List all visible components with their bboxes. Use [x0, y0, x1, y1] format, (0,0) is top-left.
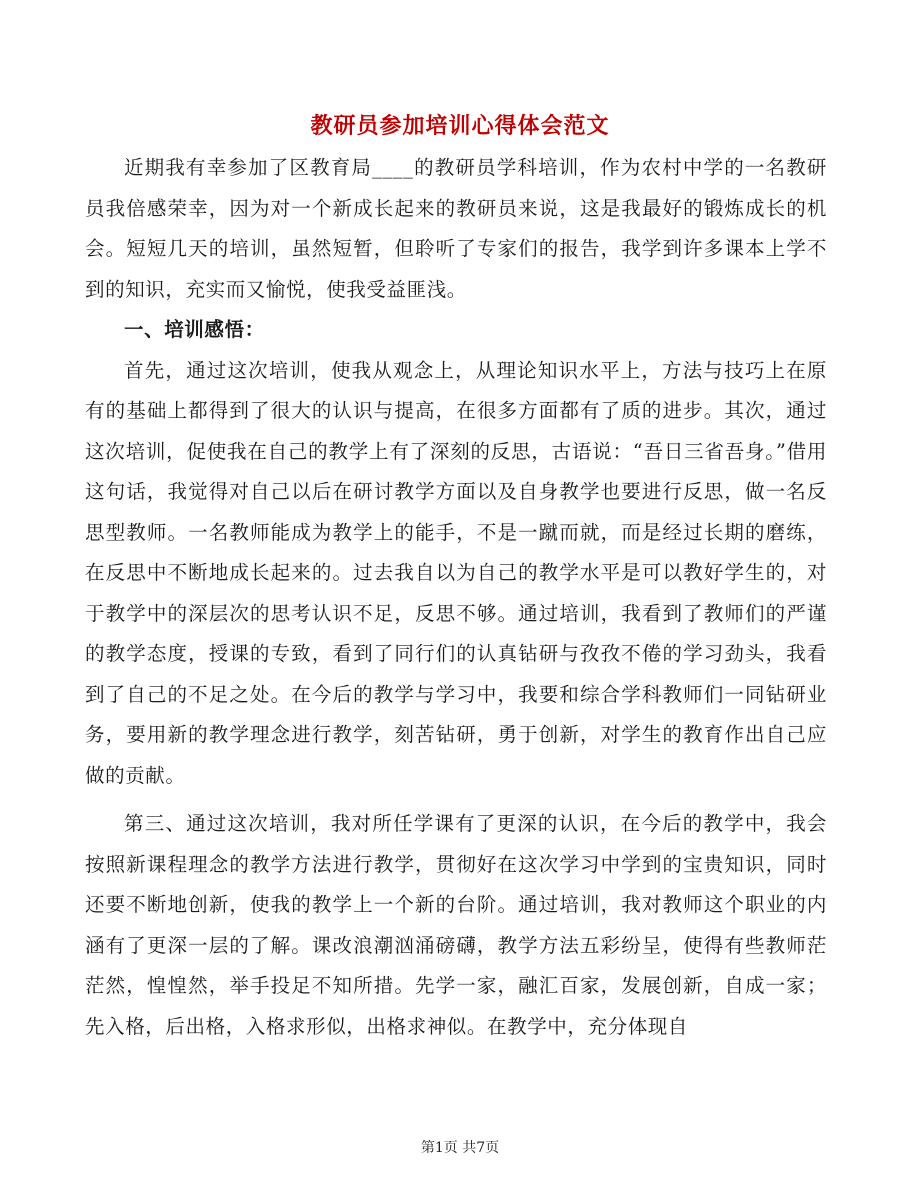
document-title: 教研员参加培训心得体会范文 [310, 113, 610, 139]
page-number: 第1页 共7页 [420, 1140, 500, 1156]
intro-paragraph: 近期我有幸参加了区教育局____的教研员学科培训，作为农村中学的一名教研员我倍感荣幸，因为对一个新成长起来的教研员来说，这是我最好的锻炼成长的机会。短短几天的培训，虽然短暂，但聆听了专家们的报告，我学到许多课本上学不到的知识，充实而又愉悦，使我受益匪浅。 [85, 156, 827, 301]
section-heading: 一、培训感悟： [124, 318, 265, 341]
body-paragraph: 第三、通过这次培训，我对所任学课有了更深的认识，在今后的教学中，我会按照新课程理念的教学方法进行教学，贯彻好在这次学习中学到的宝贵知识，同时还要不断地创新，使我的教学上一个新的台阶。通过培训，我对教师这个职业的内涵有了更深一层的了解。课改浪潮汹涌磅礴，教学方法五彩纷呈，使得有些教师茫茫然，惶惶然，举手投足不知所措。先学一家，融汇百家，发展创新，自成一家；先入格，后出格，入格求形似，出格求神似。在教学中，充分体现自 [85, 812, 827, 1038]
document-body [85, 148, 827, 1047]
body-paragraph: 首先，通过这次培训，使我从观念上，从理论知识水平上，方法与技巧上在原有的基础上都得到了很大的认识与提高，在很多方面都有了质的进步。其次，通过这次培训，促使我在自己的教学上有了深刻的反思，古语说：“吾日三省吾身。”借用这句话，我觉得对自己以后在研讨教学方面以及自身教学也要进行反思，做一名反思型教师。一名教师能成为教学上的能手，不是一蹴而就，而是经过长期的磨练，在反思中不断地成长起来的。过去我自以为自己的教学水平是可以教好学生的，对于教学中的深层次的思考认识不足，反思不够。通过培训，我看到了教师们的严谨的教学态度，授课的专致，看到了同行们的认真钻研与孜孜不倦的学习劲头，我看到了自己的不足之处。在今后的教学与学习中，我要和综合学科教师们一同钻研业务，要用新的教学理念进行教学，刻苦钻研，勇于创新，对学生的教育作出自己应做的贡献。 [85, 358, 827, 787]
